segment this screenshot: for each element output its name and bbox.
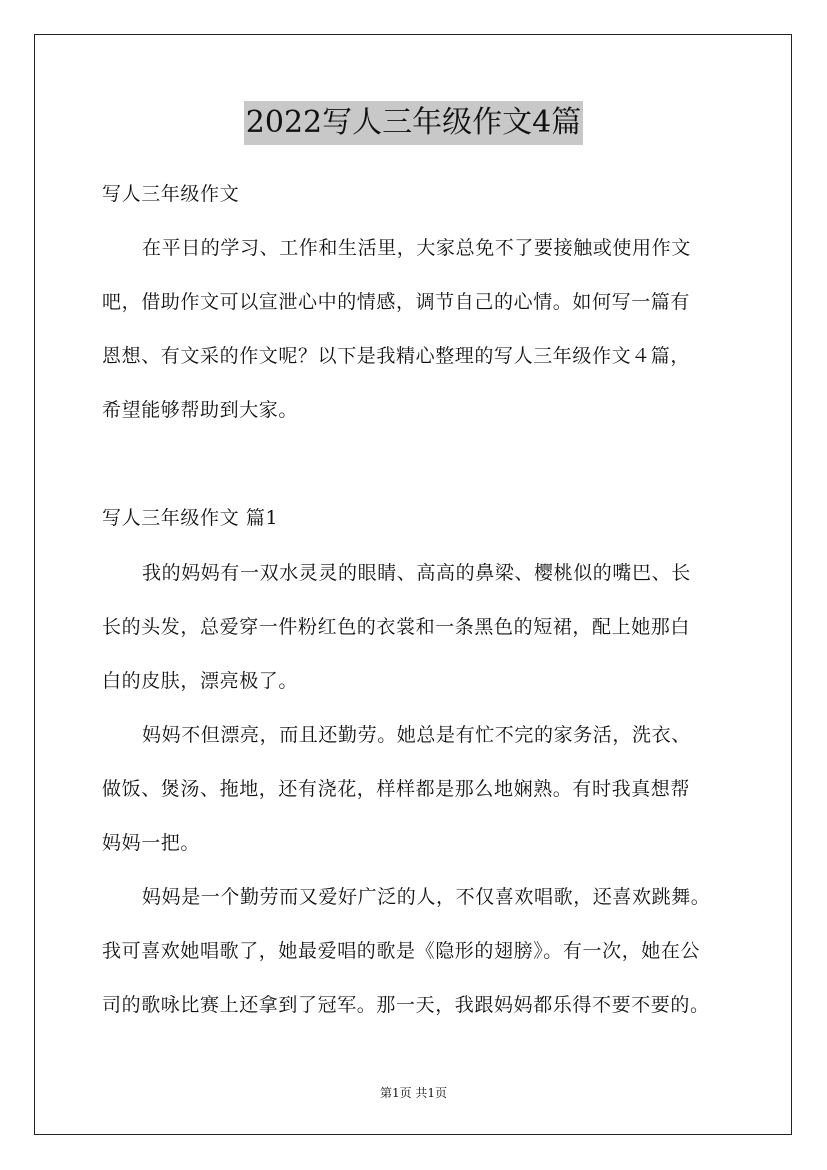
body-line-7: 妈妈是一个勤劳而又爱好广泛的人，不仅喜欢唱歌，还喜欢跳舞。 [142, 886, 711, 908]
section-heading: 写人三年级作文 篇1 [102, 507, 279, 529]
intro-line-4: 希望能够帮助到大家。 [102, 399, 299, 421]
intro-line-2: 吧，借助作文可以宣泄心中的情感，调节自己的心情。如何写一篇有 [102, 291, 691, 313]
body-line-3: 白的皮肤，漂亮极了。 [102, 670, 299, 692]
subtitle: 写人三年级作文 [102, 183, 240, 205]
intro-line-3: 恩想、有文采的作文呢？以下是我精心整理的写人三年级作文４篇， [102, 345, 691, 367]
document-title: 2022写人三年级作文4篇 [244, 101, 583, 145]
page-footer: 第1页 共1页 [379, 1086, 448, 1100]
title-container [0, 101, 827, 145]
body-line-1: 我的妈妈有一双水灵灵的眼睛、高高的鼻梁、樱桃似的嘴巴、长 [142, 562, 691, 584]
body-line-4: 妈妈不但漂亮，而且还勤劳。她总是有忙不完的家务活，洗衣、 [142, 724, 691, 746]
body-line-9: 司的歌咏比赛上还拿到了冠军。那一天，我跟妈妈都乐得不要不要的。 [102, 994, 710, 1016]
body-line-8: 我可喜欢她唱歌了，她最爱唱的歌是《隐形的翅膀》。有一次，她在公 [102, 940, 701, 962]
body-line-6: 妈妈一把。 [102, 832, 201, 854]
body-line-5: 做饭、煲汤、拖地，还有浇花，样样都是那么地娴熟。有时我真想帮 [102, 778, 691, 800]
body-line-2: 长的头发，总爱穿一件粉红色的衣裳和一条黑色的短裙，配上她那白 [102, 616, 691, 638]
intro-line-1: 在平日的学习、工作和生活里，大家总免不了要接触或使用作文 [142, 237, 691, 259]
